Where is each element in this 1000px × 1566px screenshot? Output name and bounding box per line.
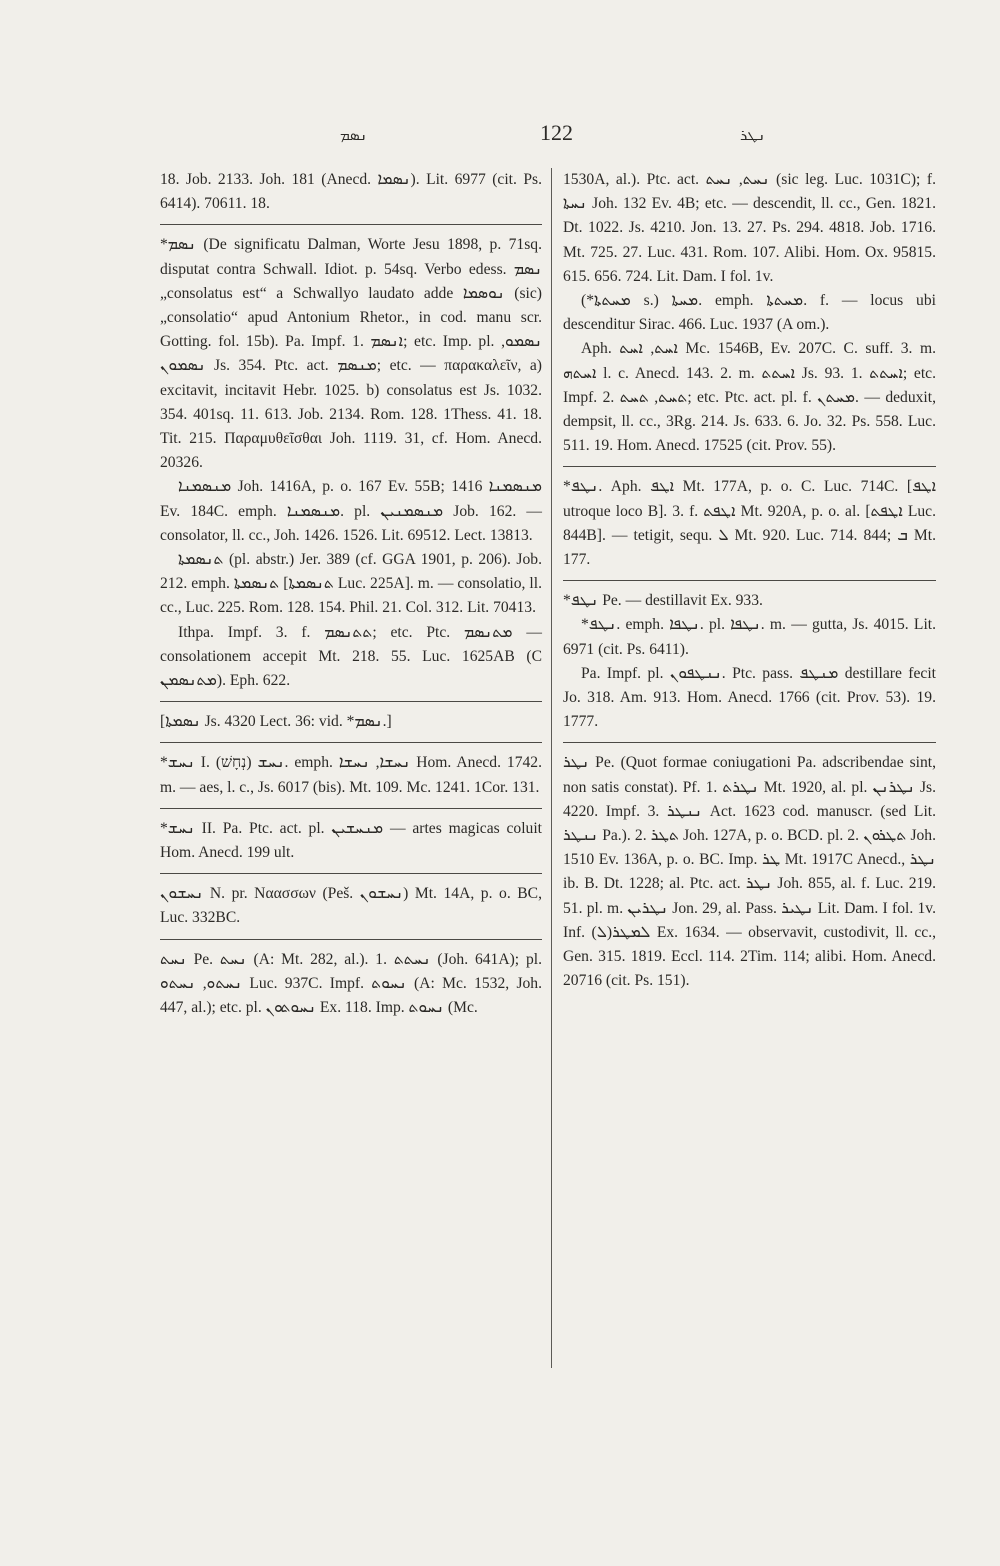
dictionary-entry — [160, 710, 542, 734]
page-header — [160, 118, 870, 148]
dictionary-entry — [563, 475, 936, 572]
entry-paragraph: ܢܛܪ Pe. (Quot formae coniugationi Pa. adscribendae sint, non satis constat). Pf. 1. ܢܛܪܬ Mt. 1920, al. pl. ܢܛܪܢܢ Js. 4220. Impf. 3. ܢܢܛܪ Act. 1623 cod. manuscr. (sed Lit. ܢܢܛܪ Pa.). 2. ܬܛܪ Joh. 127A, p. o. BCD. pl. 2. ܬܛܪܘܢ Joh. 1510 Ev. 136A, p. o. BC. Imp. ܛܪ Mt. 1917C Anecd., ܢܛܪ ib. B. Dt. 1228; al. Ptc. act. ܢܛܪ Joh. 855, al. f. Luc. 219. 51. pl. m. ܢܛܪܝܢ Jon. 29, al. Pass. ܢܛܝܪ Lit. Dam. I fol. 1v. Inf. ܠܡܛܪ(ܠ) Ex. 1634. — observavit, custodivit, ll. cc., Gen. 315. 1819. Eccl. 114. 2Tim. 114; alibi. Hom. Anecd. 20716 (cit. Ps. 151). — [563, 754, 937, 990]
entry-paragraph: (*ܡܚܬܬܐ s.) ܡܚܬܐ. emph. ܡܚܬܬܐ. f. — locus ubi descenditur Sirac. 466. Luc. 1937 (A om.). — [563, 292, 936, 334]
dictionary-entry — [160, 233, 542, 693]
entry-separator — [563, 466, 936, 467]
entry-paragraph: Pa. Impf. pl. ܢܢܛܦܘܢ. Ptc. pass. ܡܢܛܦ destillare fecit Jo. 318. Am. 913. Hom. Anecd. 1766 (cit. Prov. 53). 19. 1777. — [563, 664, 936, 731]
entry-paragraph: ܬܢܣܡܬܐ (pl. abstr.) Jer. 389 (cf. GGA 1901, p. 206). Job. 212. emph. ܬܢܣܡܬܐ [ܬܢܣܡܬܐ Luc. 225A]. m. — consolatio, ll. cc., Luc. 225. Rom. 128. 154. Phil. 21. Col. 312. Lit. 70413. — [160, 551, 542, 617]
entry-separator — [160, 742, 542, 743]
entry-paragraph: *ܢܛܦ Pe. — destillavit Ex. 933. — [563, 592, 763, 610]
dictionary-entry — [160, 882, 542, 930]
entry-paragraph: 18. Job. 2133. Joh. 181 (Anecd. ܢܣܡܐ). Lit. 6977 (cit. Ps. 6414). 70611. 18. — [160, 171, 542, 213]
entry-separator — [160, 224, 542, 225]
entry-paragraph: [ܢܣܡܬܐ Js. 4320 Lect. 36: vid. *ܢܣܡ.] — [160, 713, 392, 731]
dictionary-entry — [160, 168, 542, 216]
column-divider — [551, 168, 552, 1368]
dictionary-entry — [160, 751, 542, 799]
entry-paragraph: *ܢܚܫ II. Pa. Ptc. act. pl. ܡܢܚܫܝܢ — artes magicas coluit Hom. Anecd. 199 ult. — [160, 819, 543, 862]
entry-separator — [563, 580, 936, 581]
dictionary-entry — [160, 948, 542, 1021]
dictionary-entry — [563, 168, 936, 458]
entry-paragraph: ܡܢܣܡܢܐ Joh. 1416A, p. o. 167 Ev. 55B; ܡܢܣܡܢܐ 1416 Ev. 184C. emph. ܡܢܣܡܢܐ. pl. ܡܢܣܡܢܝܢ Job. 162. — consolator, ll. cc., Joh. 1426. 1526. Lit. 69512. Lect. 13813. — [160, 478, 542, 544]
entry-separator — [160, 873, 542, 874]
entry-separator — [563, 742, 936, 743]
entry-paragraph: *ܢܚܫ I. ܢܚܫ (נְחָשׁ). emph. ܢܚܫܐ, ܢܚܫܐ Hom. Anecd. 1742. m. — aes, l. c., Js. 6017 (bis). Mt. 109. Mc. 1241. 1Cor. 131. — [160, 754, 542, 796]
entry-paragraph: Aph. ܐܚܬ, ܐܚܬ Mc. 1546B, Ev. 207C. C. suff. 3. m. ܐܚܬܗ l. c. Anecd. 143. 2. m. ܐܚܬܬ Js. 93. 1. ܐܚܬܬ; etc. Impf. 2. ܬܚܬ, ܬܚܬ; etc. Ptc. act. pl. f. ܡܚܬܢ. — deduxit, dempsit, ll. cc., 3Rg. 214. Js. 633. 6. Jo. 32. Ps. 558. Luc. 511. 19. Hom. Anecd. 17525 (cit. Prov. 55). — [563, 340, 937, 455]
entry-paragraph: ܢܚܬ Pe. ܢܚܬ (A: Mt. 282, al.). 1. ܢܚܬܬ (Joh. 641A); pl. ܢܚܬܘ, ܢܚܬܘ Luc. 937C. Impf. ܢܚܘܬ (A: Mc. 1532, Joh. 447, al.); etc. pl. ܢܚܘܬܘܢ Ex. 118. Imp. ܢܚܘܬ (Mc. — [160, 950, 543, 1017]
entry-paragraph: ܢܚܫܘܢ N. pr. Ναασσων (Peš. ܢܚܫܘܢ) Mt. 14A, p. o. BC, Luc. 332BC. — [160, 885, 542, 927]
entry-paragraph: 1530A, al.). Ptc. act. ܢܚܬ, ܢܚܬ (sic leg. Luc. 1031C); f. ܢܚܬܐ Joh. 132 Ev. 4B; etc. — descendit, ll. cc., Gen. 1821. Dt. 1022. Js. 4210. Jon. 13. 27. Ps. 294. 4818. Job. 1716. Mt. 725. 27. Luc. 431. Rom. 107. Alibi. Hom. Ox. 95815. 615. 656. 724. Lit. Dam. I fol. 1v. — [563, 171, 936, 285]
entry-paragraph: Ithpa. Impf. 3. f. ܬܬܢܣܡ; etc. Ptc. ܡܬܢܣܡ — consolationem accepit Mt. 218. 55. Luc. 1625AB (C ܡܬܢܣܡܢ). Eph. 622. — [160, 623, 542, 690]
dictionary-entry — [563, 589, 936, 734]
dictionary-entry — [563, 751, 936, 993]
page-number: 122 — [540, 120, 573, 145]
entry-separator — [160, 808, 542, 809]
left-column — [160, 168, 542, 1028]
entry-paragraph: *ܢܛܦ. Aph. ܐܛܦ Mt. 177A, p. o. C. Luc. 714C. [ܐܛܦ utroque loco B]. 3. f. ܐܛܦܬ Mt. 920A, p. o. al. [ܐܛܦܬ Luc. 844B]. — tetigit, sequ. ܠ Mt. 920. Luc. 714. 844; ܒ Mt. 177. — [563, 478, 936, 569]
dictionary-entry — [160, 817, 542, 865]
header-left-word: ܢܣܡ — [340, 126, 368, 144]
header-right-word: ܢܛܪ — [740, 126, 766, 144]
entry-separator — [160, 939, 542, 940]
entry-separator — [160, 701, 542, 702]
right-column — [563, 168, 936, 1002]
entry-paragraph: *ܢܣܡ (De significatu Dalman, Worte Jesu 1898, p. 71sq. disputat contra Schwall. Idiot. p. 54sq. Verbo edess. ܢܣܡ „consolatus est“ a Schwallyo laudato adde ܢܘܣܡܐ (sic) „consolatio“ apud Antonium Rhetor., in cod. manu scr. Gotting. fol. 15b). Pa. Impf. 1. ܐܢܣܡ; etc. Imp. pl. ܢܣܡܘ, ܢܣܡܘܢ Js. 354. Ptc. act. ܡܢܣܡ; etc. — παρακαλεῖν, a) excitavit, incitavit Hebr. 1025. b) consolatus est Js. 1032. 354. 401sq. 11. 613. Job. 2134. Rom. 128. 1Thess. 41. 18. Tit. 215. Παραμυθεῖσθαι Joh. 1119. 31, cf. Hom. Anecd. 20326. — [160, 236, 543, 472]
entry-paragraph: *ܢܛܦ. emph. ܢܛܦܐ. pl. ܢܛܦܐ. m. — gutta, Js. 4015. Lit. 6971 (cit. Ps. 6411). — [563, 616, 937, 658]
